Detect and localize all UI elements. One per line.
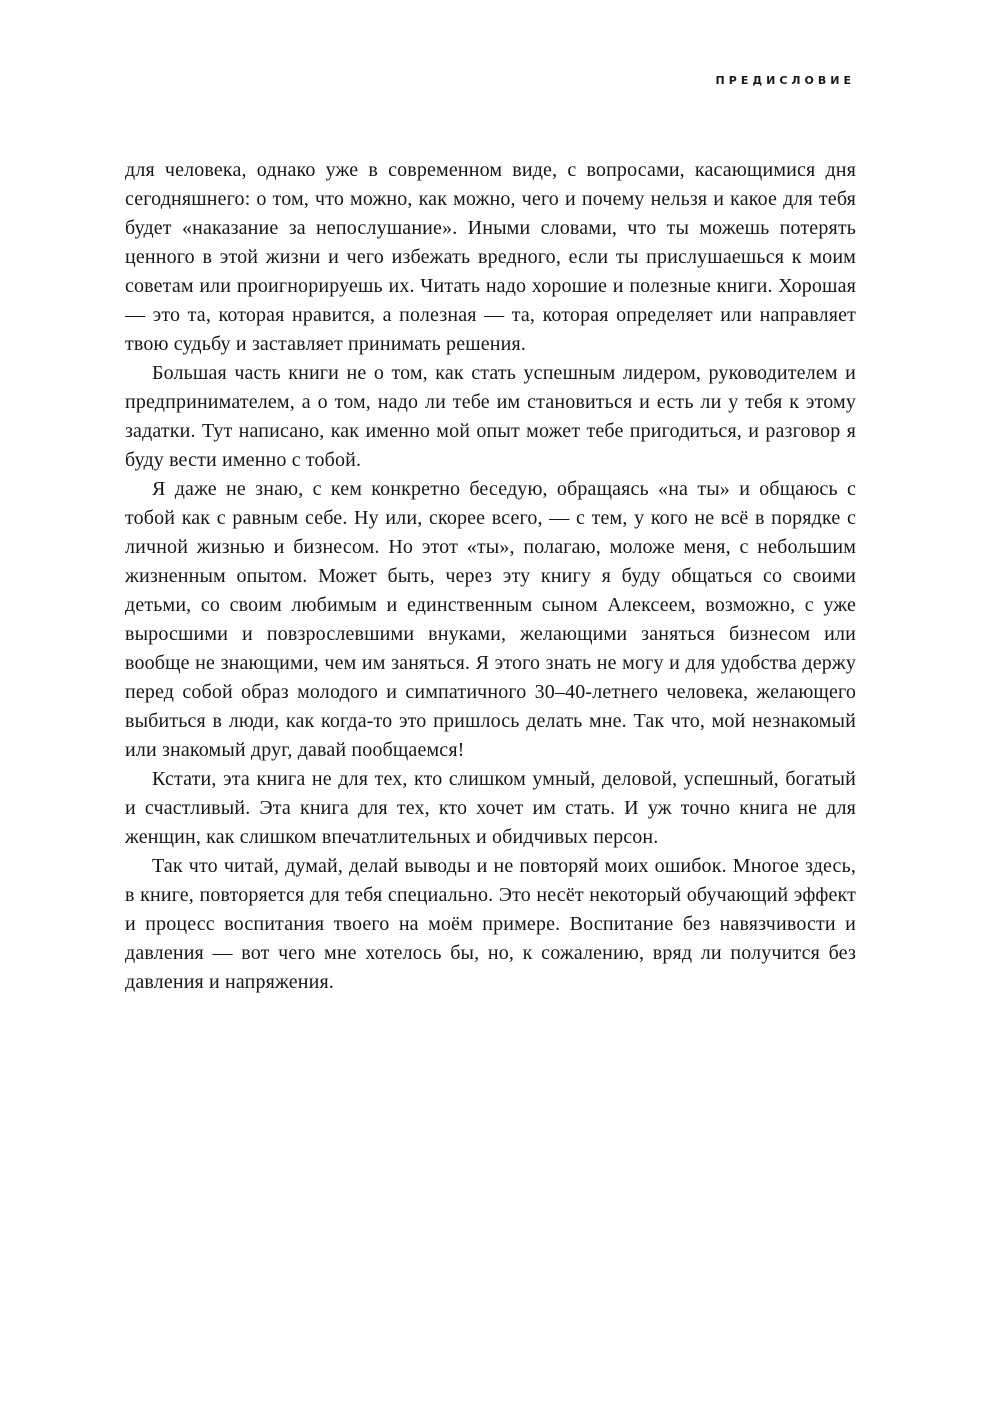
running-head: ПРЕДИСЛОВИЕ xyxy=(715,74,855,87)
paragraph: Большая часть книги не о том, как стать успешным лидером, руководителем и предпринимателем, а о том, надо ли тебе им становиться и есть ли у тебя к этому задатки. Тут написано, как именно мой опыт может тебе пригодиться, и разговор я буду вести именно с тобой. xyxy=(125,362,856,471)
paragraph: Я даже не знаю, с кем конкретно беседую, обращаясь «на ты» и общаюсь с тобой как с равным себе. Ну или, скорее всего, — с тем, у кого не всё в порядке с личной жизнью и бизнесом. Но этот «ты», полагаю, моложе меня, с небольшим жизненным опытом. Может быть, через эту книгу я буду общаться со своими детьми, со своим любимым и единственным сыном Алексеем, возможно, с уже выросшими и повзрослевшими внуками, желающими заняться бизнесом или вообще не знающими, чем им заняться. Я этого знать не могу и для удобства держу перед собой образ молодого и симпатичного 30–40-летнего человека, желающего выбиться в люди, как когда-то это пришлось делать мне. Так что, мой незнакомый или знакомый друг, давай пообщаемся! xyxy=(125,478,856,761)
paragraph: Кстати, эта книга не для тех, кто слишком умный, деловой, успешный, богатый и счастливый. Эта книга для тех, кто хочет им стать. И уж точно книга не для женщин, как слишком впечатлительных и обидчивых персон. xyxy=(125,768,856,848)
text-block xyxy=(125,156,856,997)
paragraph: для человека, однако уже в современном виде, с вопросами, касающимися дня сегодняшнего: о том, что можно, как можно, чего и почему нельзя и какое для тебя будет «наказание за непослушание». Иными словами, что ты можешь потерять ценного в этой жизни и чего избежать вредного, если ты прислушаешься к моим советам или проигнорируешь их. Читать надо хорошие и полезные книги. Хорошая — это та, которая нравится, а полезная — та, которая определяет или направляет твою судьбу и заставляет принимать решения. xyxy=(125,159,856,355)
paragraph: Так что читай, думай, делай выводы и не повторяй моих ошибок. Многое здесь, в книге, повторяется для тебя специально. Это несёт некоторый обучающий эффект и процесс воспитания твоего на моём примере. Воспитание без навязчивости и давления — вот чего мне хотелось бы, но, к сожалению, вряд ли получится без давления и напряжения. xyxy=(125,855,856,993)
